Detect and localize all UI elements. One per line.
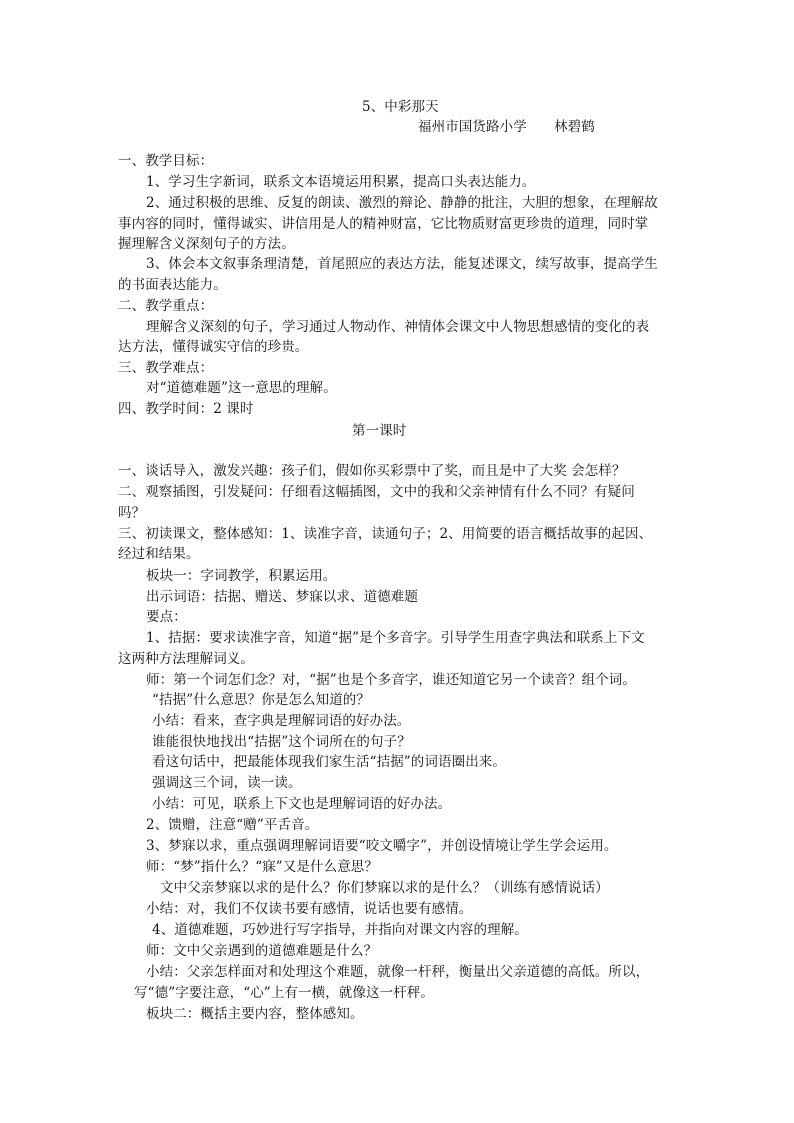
lesson-step-2-line-2: 吗？ [118, 505, 146, 521]
summary-line-4-part-2: 写“德”字要注意，“心”上有一横，就像这一杆秤。 [134, 985, 435, 1001]
lesson-title: 第一课时 [352, 423, 407, 439]
lesson-step-1: 一、谈话导入，激发兴趣：孩子们，假如你买彩票中了奖，而且是中了大奖 会怎样？ [118, 463, 626, 479]
keypoint-1-line-2: 这两种方法理解词义。 [118, 651, 254, 667]
goal-item-2-line-2: 事内容的同时，懂得诚实、讲信用是人的精神财富，它比物质财富更珍贵的道理，同时掌 [118, 216, 649, 232]
teacher-line-4: 看这句话中，把最能体现我们家生活“拮据”的词语圈出来。 [152, 754, 507, 770]
key-points-line-1: 理解含义深刻的句子，学习通过人物动作、神情体会课文中人物思想感情的变化的表 [146, 319, 650, 335]
goal-item-3-line-2: 的书面表达能力。 [118, 277, 227, 293]
goal-item-2-line-1: 2、通过积极的思维、反复的朗读、激烈的辩论、静静的批注，大胆的想象，在理解故 [146, 195, 658, 211]
author-line: 福州市国货路小学 林碧鹤 [418, 119, 595, 135]
keypoint-1-line-1: 1、拮据：要求读准字音，知道“据”是个多音字。引导学生用查字典法和联系上下文 [146, 630, 645, 646]
lesson-step-3-line-2: 经过和结果。 [118, 546, 200, 562]
key-points-label: 要点： [146, 609, 187, 625]
teacher-line-3: 谁能很快地找出“拮据”这个词所在的句子？ [152, 734, 411, 750]
difficulties-text: 对“道德难题”这一意思的理解。 [146, 380, 337, 396]
teacher-line-1: 师：第一个词怎们念？对，“据”也是个多音字，谁还知道它另一个读音？组个词。 [146, 672, 637, 688]
summary-line-4-part-1: 小结：父亲怎样面对和处理这个难题，就像一杆秤，衡量出父亲道德的高低。所以， [146, 964, 650, 980]
teacher-line-6: 师：“梦”指什么？“寐”又是什么意思？ [146, 859, 379, 875]
keypoint-4: 4、道德难题，巧妙进行写字指导，并指向对课文内容的理解。 [152, 922, 528, 938]
teacher-line-7: 文中父亲梦寐以求的是什么？你们梦寐以求的是什么？（训练有感情说话） [160, 880, 609, 896]
goal-item-1: 1、学习生字新词，联系文本语境运用积累，提高口头表达能力。 [146, 174, 536, 190]
lesson-step-3-line-1: 三、初读课文，整体感知：1、读准字音，读通句子；2、用简要的语言概括故事的起因、 [118, 526, 653, 542]
document-title: 5、中彩那天 [362, 99, 439, 115]
goal-item-2-line-3: 握理解含义深刻句子的方法。 [118, 236, 295, 252]
keypoint-2: 2、馈赠，注意“赠”平舌音。 [146, 817, 319, 833]
summary-line-3: 小结：对，我们不仅读书要有感情，说话也要有感情。 [146, 901, 473, 917]
block-2-heading: 板块二：概括主要内容，整体感知。 [146, 1006, 364, 1022]
teacher-line-5: 强调这三个词，读一读。 [152, 775, 302, 791]
section-heading-goals: 一、教学目标： [118, 153, 214, 169]
lesson-step-2-line-1: 二、观察插图，引发疑问：仔细看这幅插图，文中的我和父亲神情有什么不同？有疑问 [118, 484, 635, 500]
block-1-heading: 板块一：字词教学，积累运用。 [146, 568, 337, 584]
summary-line-2: 小结：可见，联系上下文也是理解词语的好办法。 [152, 796, 452, 812]
section-heading-time: 四、教学时间：2 课时 [118, 401, 254, 417]
section-heading-difficulties: 三、教学难点： [118, 360, 214, 376]
section-heading-key-points: 二、教学重点： [118, 298, 214, 314]
goal-item-3-line-1: 3、体会本文叙事条理清楚，首尾照应的表达方法，能复述课文，续写故事，提高学生 [146, 256, 658, 272]
summary-line-1: 小结：看来，查字典是理解词语的好办法。 [152, 713, 411, 729]
teacher-line-8: 师：文中父亲遇到的道德难题是什么？ [146, 943, 378, 959]
teacher-line-2: “拮据”什么意思？你是怎么知道的？ [152, 692, 371, 708]
key-points-line-2: 达方法，懂得诚实守信的珍贵。 [118, 339, 309, 355]
vocabulary-list: 出示词语：拮据、赠送、梦寐以求、道德难题 [146, 589, 418, 605]
keypoint-3: 3、梦寐以求，重点强调理解词语要“咬文嚼字”，并创设情境让学生学会运用。 [146, 838, 618, 854]
